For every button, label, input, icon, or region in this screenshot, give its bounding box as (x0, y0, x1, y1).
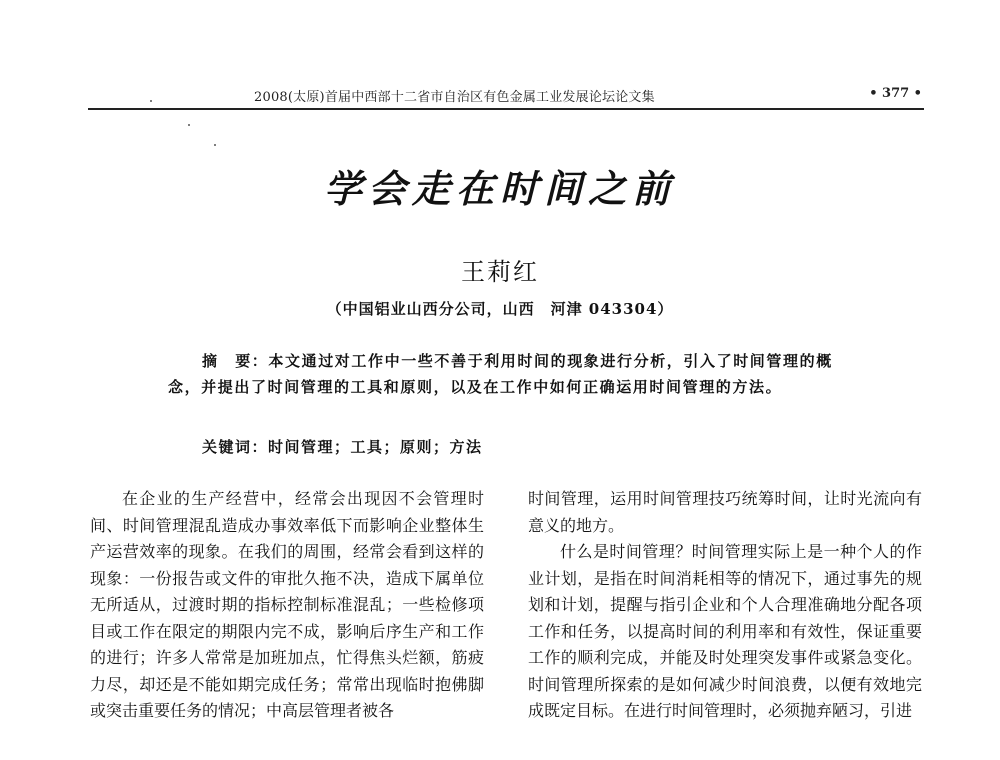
abstract (168, 348, 848, 400)
body-column-right (528, 486, 922, 725)
author-name: 王莉红 (461, 258, 539, 286)
keywords-text: 时间管理；工具；原则；方法 (268, 438, 483, 456)
running-title: 2008(太原)首届中西部十二省市自治区有色金属工业发展论坛论文集 (254, 90, 655, 105)
scan-speck (150, 100, 152, 102)
page-number: • 377 • (869, 86, 922, 101)
body-paragraph: 时间管理，运用时间管理技巧统筹时间，让时光流向有意义的地方。 (528, 489, 922, 535)
keywords-label: 关键词： (202, 438, 269, 456)
scan-speck (188, 124, 190, 126)
author-affiliation: （中国铝业山西分公司，山西 河津 043304） (326, 300, 674, 318)
article-title: 学会走在时间之前 (323, 166, 676, 211)
keywords (202, 436, 842, 457)
abstract-text: 本文通过对工作中一些不善于利用时间的现象进行分析，引入了时间管理的概念，并提出了时间管理的工具和原则，以及在工作中如何正确运用时间管理的方法。 (168, 352, 833, 396)
body-paragraph: 什么是时间管理？时间管理实际上是一种个人的作业计划，是指在时间消耗相等的情况下，通过事先的规划和计划，提醒与指引企业和个人合理准确地分配各项工作和任务，以提高时间的利用率和有效性，保证重要工作的顺利完成，并能及时处理突发事件或紧急变化。时间管理所探索的是如何减少时间浪费，以便有效地完成既定目标。在进行时间管理时，必须抛弃陋习，引进 (528, 542, 922, 720)
body-paragraph: 在企业的生产经营中，经常会出现因不会管理时间、时间管理混乱造成办事效率低下而影响企业整体生产运营效率的现象。在我们的周围，经常会看到这样的现象：一份报告或文件的审批久拖不决，造成下属单位无所适从，过渡时期的指标控制标准混乱；一些检修项目或工作在限定的期限内完不成，影响后序生产和工作的进行；许多人常常是加班加点，忙得焦头烂额，筋疲力尽，却还是不能如期完成任务；常常出现临时抱佛脚或突击重要任务的情况；中高层管理者被各 (90, 489, 484, 720)
body-column-left (90, 486, 484, 725)
abstract-label: 摘 要： (202, 352, 269, 370)
scan-speck (214, 144, 216, 146)
header-rule (88, 108, 924, 110)
